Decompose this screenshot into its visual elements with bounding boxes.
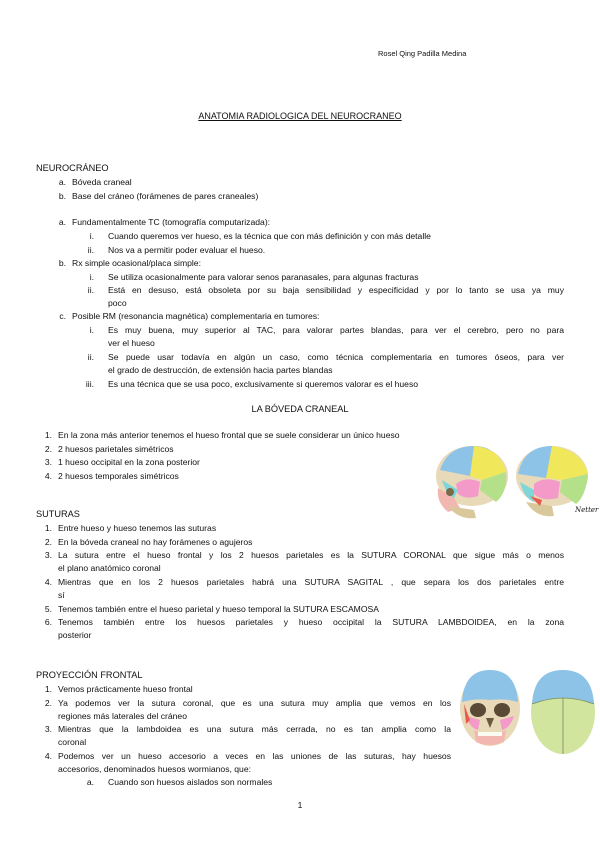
sutura-item <box>0 563 600 576</box>
technique-subitem <box>0 338 600 351</box>
sutura-item <box>0 630 600 643</box>
boveda-item-text: 1 hueso occipital en la zona posterior <box>58 457 200 467</box>
proyeccion-item-text: Vemos prácticamente hueso frontal <box>58 684 193 694</box>
boveda-item-text: En la zona más anterior tenemos el hueso frontal que se suele considerar un único hueso <box>58 430 400 440</box>
technique-subitem-marker: ii. <box>87 285 94 295</box>
technique-item <box>0 311 600 324</box>
boveda-item-text: 2 huesos temporales simétricos <box>58 471 179 481</box>
sutura-item-marker: 2. <box>44 537 52 547</box>
section-heading-suturas: SUTURAS <box>36 509 80 519</box>
proyeccion-item <box>0 764 600 777</box>
technique-subitem <box>0 272 600 285</box>
technique-subitem-text: Es una técnica que se usa poco, exclusivamente si queremos valorar es el hueso <box>108 379 419 389</box>
part-item <box>0 177 600 190</box>
boveda-item-marker: 1. <box>44 430 52 440</box>
proyeccion-subitem-marker: a. <box>86 777 94 787</box>
technique-subitem-marker: iii. <box>85 379 94 389</box>
sutura-item-marker: 1. <box>44 523 52 533</box>
technique-subitem <box>0 245 600 258</box>
technique-subitem-marker: ii. <box>87 245 94 255</box>
proyeccion-item-text: Ya podemos ver la sutura coronal, que es una sutura muy amplia que vemos en los <box>58 698 451 708</box>
part-item-text: Base del cráneo (forámenes de pares craneales) <box>72 191 259 201</box>
sutura-item-text: sí <box>58 590 65 600</box>
sutura-item-text: posterior <box>58 630 92 640</box>
sutura-item-text: Entre hueso y hueso tenemos las suturas <box>58 523 217 533</box>
section-heading-boveda: LA BÓVEDA CRANEAL <box>251 404 349 414</box>
sutura-item-marker: 3. <box>44 550 52 560</box>
technique-subitem-text: poco <box>108 298 127 308</box>
part-item-text: Bóveda craneal <box>72 177 132 187</box>
proyeccion-item-text: Mientras que la lambdoidea es una sutura más cerrada, no es tan amplia como la <box>58 724 451 734</box>
technique-subitem-text: Se puede usar todavía en algún un caso, como técnica complementaria en tumores óseos, para ver <box>108 352 564 362</box>
proyeccion-subitem-text: Cuando son huesos aislados son normales <box>108 777 273 787</box>
proyeccion-item-marker: 3. <box>44 724 52 734</box>
proyeccion-item-text: accesorios, denominados huesos wormianos, que: <box>58 764 251 774</box>
technique-subitem-text: Está en desuso, está obsoleta por su baja sensibilidad y especificidad y por lo tanto se usa ya muy <box>108 285 564 295</box>
technique-item-text: Posible RM (resonancia magnética) complementaria en tumores: <box>72 311 320 321</box>
section-heading-proyeccion-frontal: PROYECCIÓN FRONTAL <box>36 670 143 680</box>
part-item-marker: b. <box>58 191 66 201</box>
part-item <box>0 191 600 204</box>
sutura-item <box>0 550 600 563</box>
technique-subitem-text: Es muy buena, muy superior al TAC, para valorar partes blandas, para ver el cerebro, pero no para <box>108 325 564 335</box>
proyeccion-item-text: coronal <box>58 737 87 747</box>
technique-subitem-marker: i. <box>89 231 94 241</box>
technique-item-text: Fundamentalmente TC (tomografía computarizada): <box>72 217 271 227</box>
sutura-item-text: En la bóveda craneal no hay forámenes o agujeros <box>58 537 253 547</box>
part-item-marker: a. <box>58 177 66 187</box>
technique-item-marker: a. <box>58 217 66 227</box>
sutura-item-marker: 5. <box>44 604 52 614</box>
technique-subitem-marker: ii. <box>87 352 94 362</box>
technique-item <box>0 258 600 271</box>
boveda-item-text: 2 huesos parietales simétricos <box>58 444 174 454</box>
technique-subitem <box>0 231 600 244</box>
sutura-item <box>0 604 600 617</box>
author-name: Rosel Qing Padilla Medina <box>378 49 467 58</box>
skull-frontal-illustration <box>458 668 598 756</box>
section-heading-neurocraneo: NEUROCRÁNEO <box>36 163 109 173</box>
technique-subitem-text: ver el hueso <box>108 338 155 348</box>
artist-signature: Netter <box>575 506 599 514</box>
technique-subitem-text: Se utiliza ocasionalmente para valorar senos paranasales, para algunas fracturas <box>108 272 419 282</box>
technique-subitem <box>0 379 600 392</box>
technique-subitem <box>0 365 600 378</box>
proyeccion-item-marker: 1. <box>44 684 52 694</box>
boveda-item-marker: 4. <box>44 471 52 481</box>
sutura-item-text: Mientras que en los 2 huesos parietales habrá una SUTURA SAGITAL , que separa los dos parietales entre <box>58 577 564 587</box>
sutura-item <box>0 590 600 603</box>
sutura-item-marker: 4. <box>44 577 52 587</box>
technique-item-text: Rx simple ocasional/placa simple: <box>72 258 201 268</box>
technique-item <box>0 217 600 230</box>
sutura-item-marker: 6. <box>44 617 52 627</box>
sutura-item <box>0 523 600 536</box>
technique-subitem-text: Cuando queremos ver hueso, es la técnica que con más definición y con más detalle <box>108 231 431 241</box>
technique-subitem <box>0 298 600 311</box>
sutura-item-text: Tenemos también entre el hueso parietal y hueso temporal la SUTURA ESCAMOSA <box>58 604 379 614</box>
boveda-item-marker: 2. <box>44 444 52 454</box>
sutura-item-text: Tenemos también entre los huesos parietales y hueso occipital la SUTURA LAMBDOIDEA, en la zona <box>58 617 564 627</box>
technique-subitem-marker: i. <box>89 272 94 282</box>
proyeccion-item-marker: 2. <box>44 698 52 708</box>
technique-item-marker: c. <box>59 311 66 321</box>
technique-subitem-text: Nos va a permitir poder evaluar el hueso. <box>108 245 266 255</box>
proyeccion-item-marker: 4. <box>44 751 52 761</box>
sutura-item <box>0 537 600 550</box>
proyeccion-item-text: Podemos ver un hueso accesorio a veces en las uniones de las suturas, hay huesos <box>58 751 451 761</box>
skull-lateral-illustration <box>430 440 595 522</box>
document-title: ANATOMIA RADIOLOGICA DEL NEUROCRANEO <box>198 111 402 121</box>
page-number: 1 <box>297 800 303 810</box>
technique-item-marker: b. <box>58 258 66 268</box>
proyeccion-item-text: regiones más laterales del cráneo <box>58 711 187 721</box>
technique-subitem <box>0 352 600 365</box>
sutura-item-text: el plano anatómico coronal <box>58 563 161 573</box>
sutura-item <box>0 577 600 590</box>
technique-subitem-text: el grado de destrucción, de extensión hacia partes blandas <box>108 365 333 375</box>
technique-subitem-marker: i. <box>89 325 94 335</box>
proyeccion-subitem <box>0 777 600 790</box>
boveda-item-marker: 3. <box>44 457 52 467</box>
technique-subitem <box>0 325 600 338</box>
sutura-item-text: La sutura entre el hueso frontal y los 2 huesos parietales es la SUTURA CORONAL que sigue más o menos <box>58 550 564 560</box>
sutura-item <box>0 617 600 630</box>
technique-subitem <box>0 285 600 298</box>
